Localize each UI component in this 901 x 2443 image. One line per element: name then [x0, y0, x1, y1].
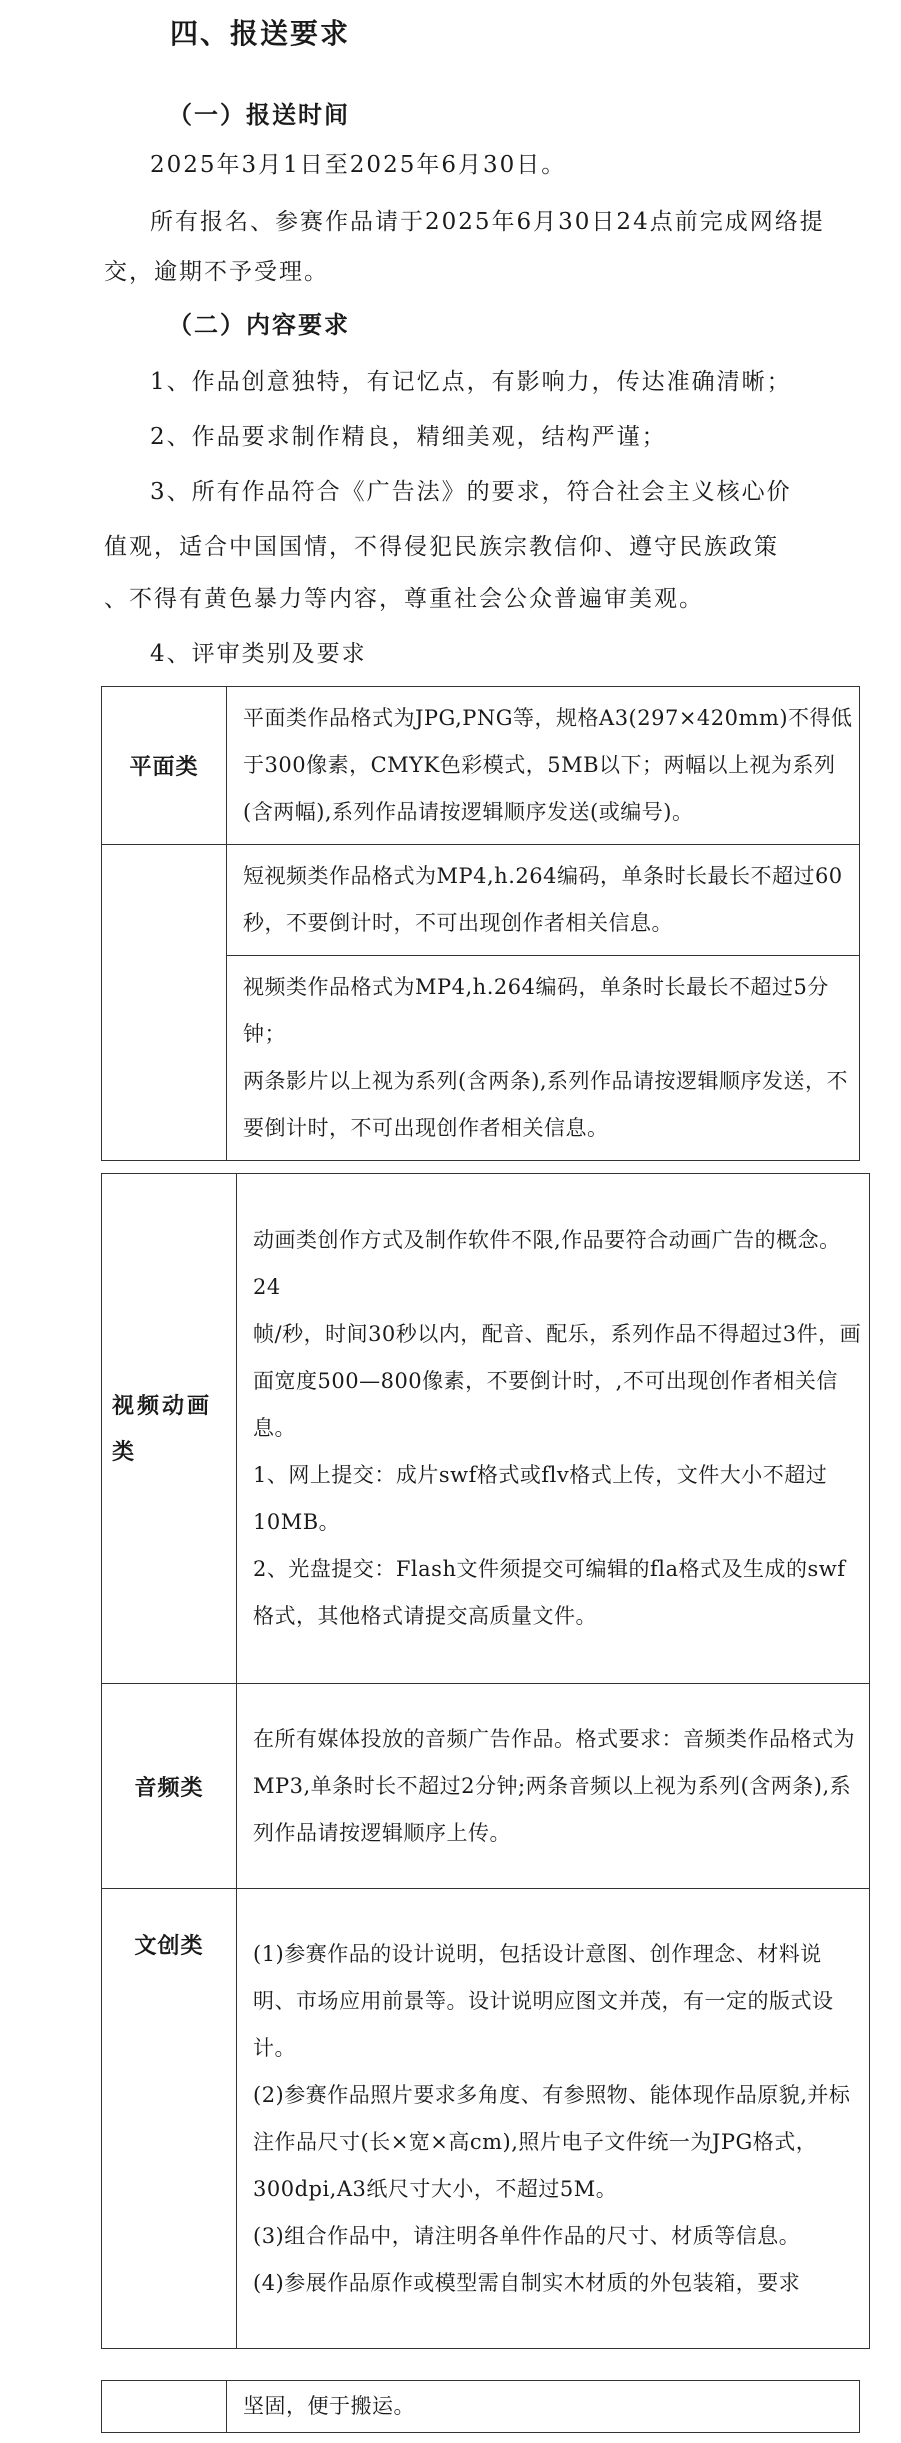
audio-line2: MP3,单条时长不超过2分钟;两条音频以上视为系列(含两条),系列作品请按逻辑顺序上传。: [253, 1773, 852, 1845]
print-requirements: 平面类作品格式为JPG,PNG等，规格A3(297×420mm)不得低于300像素，CMYK色彩模式，5MB以下；两幅以上视为系列(含两幅),系列作品请按逻辑顺序发送(或编号)。: [227, 687, 860, 845]
video-requirements-line1: 视频类作品格式为MP4,h.264编码，单条时长最长不超过5分钟；: [243, 975, 829, 1046]
animation-line5: 2、光盘提交：Flash文件须提交可编辑的fla格式及生成的swf格式，其他格式请提交高质量文件。: [253, 1557, 846, 1628]
requirement-3-line3: 、不得有黄色暴力等内容，尊重社会公众普遍审美观。: [104, 586, 704, 612]
audio-line1: 在所有媒体投放的音频广告作品。格式要求：音频类作品格式为: [253, 1726, 855, 1751]
creative-line2: (2)参赛作品照片要求多角度、有参照物、能体现作品原貌,并标注作品尺寸(长×宽×高cm),照片电子文件统一为JPG格式，: [253, 2082, 851, 2154]
creative-line3: 300dpi,A3纸尺寸大小，不超过5M。: [253, 2176, 618, 2201]
table-row: [102, 1684, 870, 1889]
creative-requirements: [237, 1889, 870, 2349]
animation-line2: 帧/秒，时间30秒以内，配音、配乐，系列作品不得超过3件，画: [253, 1322, 862, 1346]
category-table-part1: [101, 686, 860, 1161]
category-video-empty-cell: [102, 845, 227, 1161]
category-print-cell: 平面类: [102, 687, 227, 845]
animation-requirements: [237, 1174, 870, 1684]
table-row: [102, 687, 860, 845]
requirement-1: 1、作品创意独特，有记忆点，有影响力，传达准确清晰；: [150, 369, 792, 395]
category-creative-cell: 文创类: [102, 1889, 237, 2349]
submission-deadline-line2: 交，逾期不予受理。: [104, 259, 329, 285]
subsection-time-title: （一）报送时间: [168, 100, 350, 129]
video-requirements: [227, 956, 860, 1161]
table-row: [102, 1174, 870, 1684]
category-audio-cell: 音频类: [102, 1684, 237, 1889]
short-video-requirements: 短视频类作品格式为MP4,h.264编码，单条时长最长不超过60秒，不要倒计时，不可出现创作者相关信息。: [227, 845, 860, 956]
animation-line4: 1、网上提交：成片swf格式或flv格式上传，文件大小不超过10MB。: [253, 1463, 828, 1534]
video-requirements-line2: 两条影片以上视为系列(含两条),系列作品请按逻辑顺序发送，不要倒计时，不可出现创作者相关信息。: [243, 1069, 849, 1140]
creative-line5: (4)参展作品原作或模型需自制实木材质的外包装箱，要求: [253, 2270, 801, 2295]
category-video-animation-cell: 视频动画类: [102, 1174, 237, 1684]
requirement-3-line1: 3、所有作品符合《广告法》的要求，符合社会主义核心价: [150, 479, 792, 505]
category-table-part3: [101, 2380, 860, 2433]
category-table-part2: [101, 1173, 870, 2349]
creative-line6: 坚固，便于搬运。: [227, 2381, 860, 2433]
requirement-2: 2、作品要求制作精良，精细美观，结构严谨；: [150, 424, 667, 450]
requirement-4: 4、评审类别及要求: [150, 641, 367, 667]
submission-deadline-line1: 所有报名、参赛作品请于2025年6月30日24点前完成网络提: [150, 209, 825, 235]
table-row: [102, 845, 860, 956]
table-row: [102, 1889, 870, 2349]
continuation-empty-cell: [102, 2381, 227, 2433]
table-row: [102, 2381, 860, 2433]
time-range-text: 2025年3月1日至2025年6月30日。: [150, 152, 567, 178]
section-title: 四、报送要求: [170, 17, 351, 50]
creative-line1: (1)参赛作品的设计说明，包括设计意图、创作理念、材料说明、市场应用前景等。设计说明应图文并茂，有一定的版式设计。: [253, 1941, 834, 2060]
creative-line4: (3)组合作品中，请注明各单件作品的尺寸、材质等信息。: [253, 2223, 801, 2248]
animation-line3: 面宽度500—800像素，不要倒计时，,不可出现创作者相关信息。: [253, 1369, 838, 1440]
audio-requirements: [237, 1684, 870, 1889]
animation-line1: 动画类创作方式及制作软件不限,作品要符合动画广告的概念。24: [253, 1228, 841, 1299]
subsection-content-title: （二）内容要求: [168, 310, 350, 339]
requirement-3-line2: 值观，适合中国国情，不得侵犯民族宗教信仰、遵守民族政策: [104, 534, 779, 560]
